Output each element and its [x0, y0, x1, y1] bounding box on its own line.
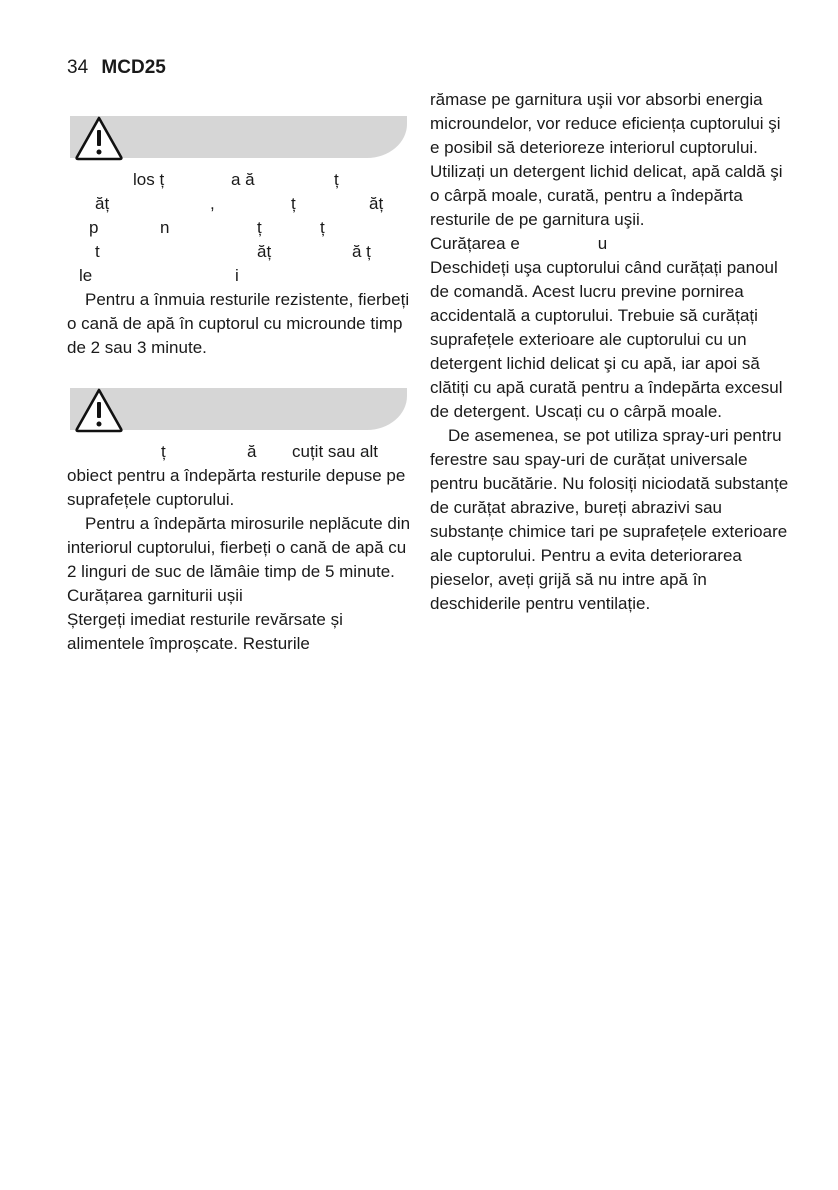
warning-2-text	[67, 440, 412, 512]
warning-1-line	[67, 192, 412, 216]
text-fragment: cuțit sau alt	[292, 442, 378, 461]
warning-box-1	[70, 112, 412, 162]
warning-2-line	[67, 440, 412, 464]
paragraph-exterior: Deschideți uşa cuptorului când curățați panoul de comandă. Acest lucru previne pornirea accidentală a cuptorului. Trebuie să curățați suprafețele exterioare ale cuptorului cu un detergent lichid delicat şi cu apă, iar apoi să clătiți cu apă curată pentru a îndepărta excesul de detergent. Uscați cu o cârpă moale.	[430, 258, 783, 421]
paragraph-door-seal: Ștergeți imediat resturile revărsate și alimentele împroșcate. Resturile	[67, 610, 343, 653]
left-column	[67, 112, 412, 656]
warning-1-line	[67, 216, 412, 240]
text-fragment: ă ț	[352, 242, 371, 261]
warning-1-line	[67, 240, 412, 264]
warning-triangle-icon	[74, 387, 124, 433]
warning-1-line	[67, 168, 412, 192]
text-fragment: ,	[210, 194, 215, 213]
text-fragment: ț	[334, 170, 339, 189]
text-fragment: p	[89, 218, 99, 237]
text-fragment: ț	[161, 442, 166, 461]
warning-1-line	[67, 264, 412, 288]
text-fragment: a ă	[231, 170, 255, 189]
text-fragment: ț	[320, 218, 325, 237]
text-fragment: ăț	[369, 194, 384, 213]
heading-door-seal-cleaning: Curățarea garniturii ușii	[67, 586, 243, 605]
text-fragment: le	[79, 266, 93, 285]
text-fragment: ț	[291, 194, 296, 213]
paragraph-sprays: De asemenea, se pot utiliza spray-uri pentru ferestre sau spay-uri de curățat universale pentru bucătărie. Nu folosiți niciodată substanțe de curățat abrazive, bureți abrazivi sau substanțe chimice tari pe suprafețele exterioare ale cuptorului. Pentru a evita deteriorarea pieselor, aveți grijă să nu intre apă în deschiderile pentru ventilație.	[430, 426, 789, 613]
paragraph-remove-odors: Pentru a îndepărta mirosurile neplăcute din interiorul cuptorului, fierbeți o cană de apă cu 2 linguri de suc de lămâie timp de 5 minute.	[67, 514, 411, 581]
heading-fragment: u	[597, 234, 608, 253]
right-column	[430, 88, 790, 616]
heading-exterior-cleaning	[430, 232, 790, 256]
text-fragment: i	[235, 266, 239, 285]
warning-1-text	[67, 168, 412, 288]
text-fragment: los ț	[133, 170, 165, 189]
paragraph-soften-residue: Pentru a înmuia resturile rezistente, fierbeți o cană de apă în cuptorul cu microunde timp de 2 sau 3 minute.	[67, 290, 410, 357]
warning-2-continuation: obiect pentru a îndepărta resturile depuse pe suprafețele cuptorului.	[67, 466, 406, 509]
paragraph-door-seal-continued: rămase pe garnitura uşii vor absorbi energia microundelor, vor reduce eficiența cuptorului şi e posibil să deterioreze interiorul cuptorului. Utilizați un detergent lichid delicat, apă caldă şi o cârpă moale, curată, pentru a îndepărta resturile de pe garnitura uşii.	[430, 90, 783, 229]
warning-triangle-icon	[74, 115, 124, 161]
page-number: 34	[67, 57, 89, 78]
text-fragment: ț	[257, 218, 262, 237]
warning-box-2	[70, 384, 412, 434]
page-header	[67, 57, 166, 79]
text-fragment: ăț	[95, 194, 110, 213]
model-name: MCD25	[101, 57, 166, 78]
text-fragment: t	[95, 242, 100, 261]
heading-fragment: Curățarea e	[430, 234, 520, 253]
text-fragment: ă	[247, 442, 257, 461]
text-fragment: ăț	[257, 242, 272, 261]
text-fragment: n	[160, 218, 170, 237]
